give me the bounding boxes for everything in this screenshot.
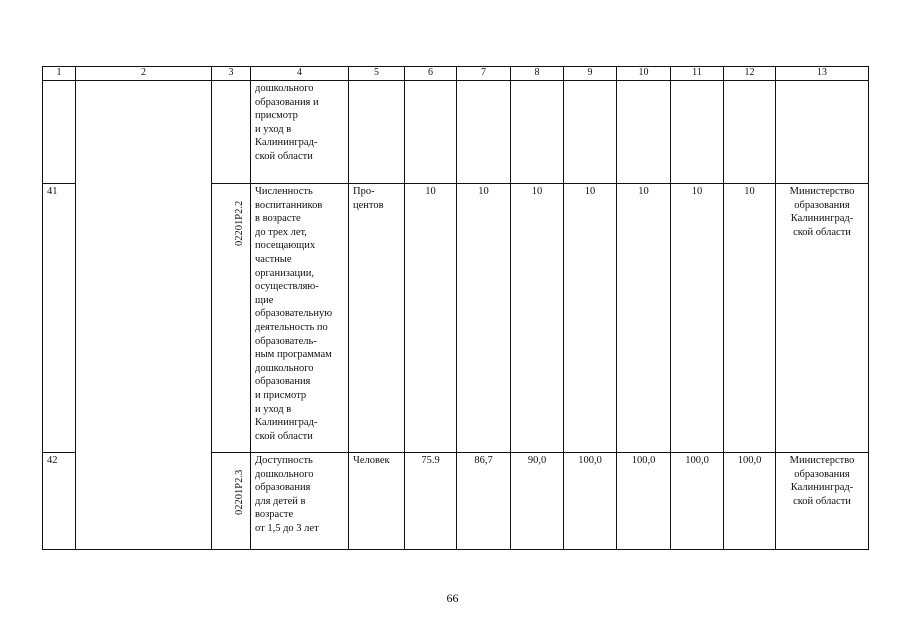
column-number: 5 [349,67,405,81]
value-cell: 10 [405,184,457,453]
indicator-code: 02201P2.2 [234,200,245,246]
value-cell: 90,0 [511,453,564,550]
indicators-table [42,66,869,550]
value-cell: 10 [724,184,776,453]
value-cell: 86,7 [457,453,511,550]
unit-cell: Про- центов [349,184,405,453]
value-cell [511,81,564,184]
row-number: 42 [43,453,76,550]
indicator-code: 02201P2.3 [234,469,245,515]
indicator-name: Численность воспитанников в возрасте до трех лет, посещающих частные организации, осуществляю- щие образовательную деятельность по образователь- ным программам дошкольного образования и присмотр и уход в Калининград- ской области [251,184,349,453]
column-number-row [43,67,869,81]
value-cell: 10 [671,184,724,453]
value-cell: 100,0 [724,453,776,550]
value-cell: 100,0 [617,453,671,550]
column-number: 8 [511,67,564,81]
value-cell [671,81,724,184]
value-cell: 10 [564,184,617,453]
value-cell [564,81,617,184]
value-cell [617,81,671,184]
value-cell: 100,0 [564,453,617,550]
indicator-code-cell [212,184,251,453]
row-number: 41 [43,184,76,453]
page-number: 66 [446,591,459,605]
column-number: 2 [76,67,212,81]
value-cell: 75.9 [405,453,457,550]
row-number [43,81,76,184]
column-number: 9 [564,67,617,81]
column-number: 10 [617,67,671,81]
unit-cell [349,81,405,184]
column-number: 12 [724,67,776,81]
indicator-name: дошкольного образования и присмотр и уход в Калининград- ской области [251,81,349,184]
value-cell: 10 [457,184,511,453]
unit-cell: Человек [349,453,405,550]
value-cell [724,81,776,184]
indicator-name: Доступность дошкольного образования для детей в возрасте от 1,5 до 3 лет [251,453,349,550]
column-number: 4 [251,67,349,81]
value-cell: 10 [617,184,671,453]
column-number: 1 [43,67,76,81]
value-cell: 10 [511,184,564,453]
program-cell [76,81,212,550]
column-number: 11 [671,67,724,81]
indicator-code-cell [212,81,251,184]
column-number: 7 [457,67,511,81]
column-number: 13 [776,67,869,81]
value-cell [405,81,457,184]
column-number: 6 [405,67,457,81]
value-cell: 100,0 [671,453,724,550]
responsible-cell: Министерство образования Калининград- ской области [776,453,869,550]
indicator-code-cell [212,453,251,550]
responsible-cell [776,81,869,184]
table-row [43,81,869,184]
responsible-cell: Министерство образования Калининград- ской области [776,184,869,453]
value-cell [457,81,511,184]
column-number: 3 [212,67,251,81]
